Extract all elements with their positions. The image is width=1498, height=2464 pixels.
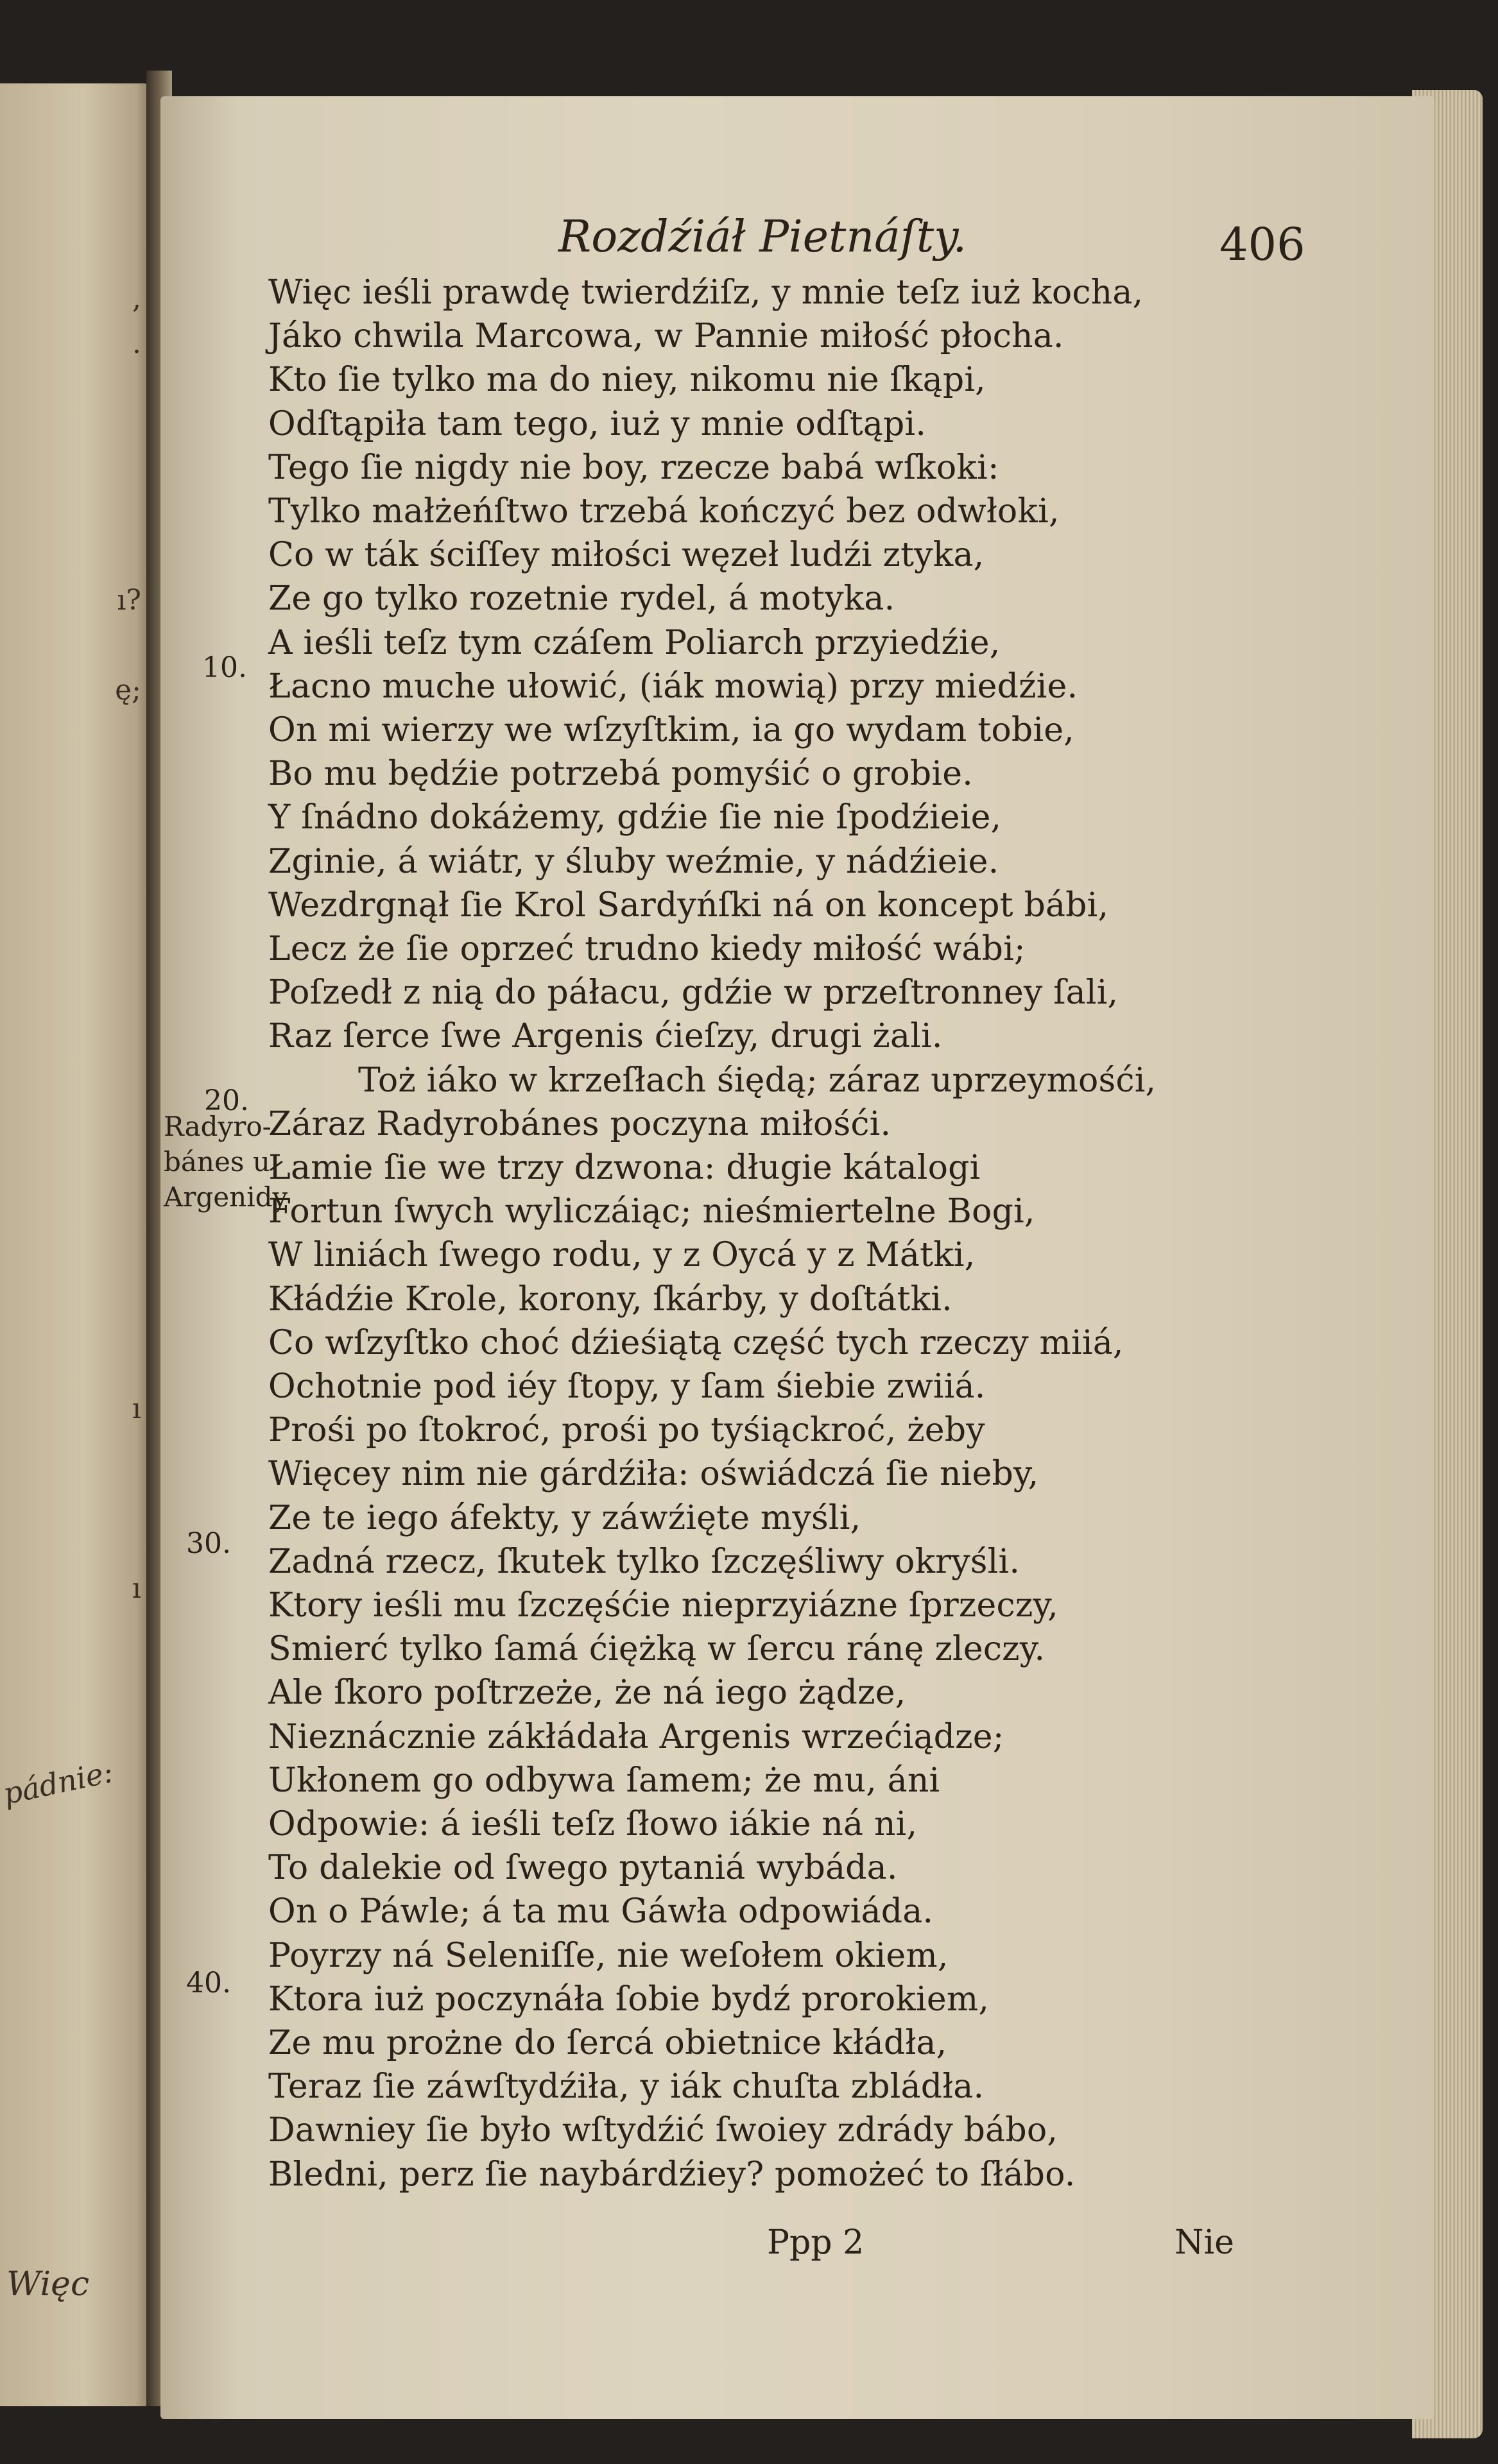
verse-line: Jáko chwila Marcowa, w Pannie miłość płocha.: [268, 317, 1064, 356]
verse-line: Ochotnie pod iéy ſtopy, y ſam śiebie zwiiá.: [268, 1367, 986, 1406]
verse-line: Kto ſie tylko ma do niey, nikomu nie ſkąpi,: [268, 361, 986, 400]
left-page-fragment: .: [132, 327, 141, 360]
verse-line: Nieznácznie zákłádała Argenis wrzećiądze;: [268, 1717, 1004, 1756]
verse-line: Prośi po ſtokroć, prośi po tyśiąckroć, żeby: [268, 1411, 985, 1450]
verse-line: Więc ieśli prawdę twierdźiſz, y mnie teſz iuż kocha,: [268, 273, 1144, 312]
verse-line: Co w ták ściſſey miłości węzeł ludźi ztyka,: [268, 536, 985, 575]
line-number: 20.: [204, 1084, 249, 1117]
verse-line: Odpowie: á ieśli teſz ſłowo iákie ná ni,: [268, 1805, 918, 1844]
verse-line: Ukłonem go odbywa ſamem; że mu, áni: [268, 1761, 940, 1800]
verse-line: Więcey nim nie gárdźiła: oświádczá ſie nieby,: [268, 1455, 1039, 1494]
verse-line: Ktora iuż poczynáła ſobie bydź prorokiem,: [268, 1980, 990, 2019]
verse-line: Tylko małżeńſtwo trzebá kończyć bez odwłoki,: [268, 492, 1060, 531]
verse-line: Záraz Radyrobánes poczyna miłośći.: [268, 1104, 891, 1143]
left-page-margin-word: pádnie:: [0, 1754, 116, 1811]
verse-line: Zginie, á wiátr, y śluby weźmie, y nádźieie.: [268, 842, 999, 881]
verse-line: Co wſzyſtko choć dźieśiątą część tych rzeczy miiá,: [268, 1323, 1124, 1362]
line-number: 40.: [186, 1967, 231, 1999]
left-page: [0, 83, 151, 2406]
side-note-line: Argenidy: [164, 1181, 288, 1213]
verse-line: Bo mu będźie potrzebá pomyśić o grobie.: [268, 755, 973, 794]
verse-line: Odſtąpiła tam tego, iuż y mnie odſtąpi.: [268, 404, 927, 443]
verse-line: To dalekie od ſwego pytaniá wybáda.: [268, 1849, 898, 1888]
left-page-fragment: ı: [132, 1572, 141, 1605]
verse-line: Ze go tylko rozetnie rydel, á motyka.: [268, 579, 895, 619]
verse-line: Smierć tylko ſamá ćiężką w ſercu ránę zleczy.: [268, 1630, 1046, 1669]
verse-line: Łacno muche ułowić, (iák mowią) przy miedźie.: [268, 667, 1078, 706]
left-page-fragment: ,: [132, 282, 141, 315]
verse-line: Lecz że ſie oprzeć trudno kiedy miłość wábi;: [268, 930, 1026, 968]
verse-line: On mi wierzy we wſzyſtkim, ia go wydam tobie,: [268, 711, 1074, 749]
side-note-line: Radyro-: [164, 1111, 271, 1142]
verse-line: Ale ſkoro poſtrzeże, że ná iego żądze,: [268, 1673, 906, 1713]
left-page-fragment: ę;: [115, 674, 141, 706]
left-page-catchword: Więc: [6, 2265, 90, 2304]
left-page-fragment: ı: [132, 1392, 141, 1425]
verse-line: A ieśli teſz tym czáſem Poliarch przyiedźie,: [268, 623, 1001, 662]
verse-line: Wezdrgnął ſie Krol Sardyńſki ná on koncept bábi,: [268, 886, 1109, 925]
page-number: 406: [1219, 218, 1305, 271]
verse-line: Bledni, perz ſie naybárdźiey? pomożeć to ſłábo.: [268, 2155, 1076, 2194]
verse-line: W liniách ſwego rodu, y z Oycá y z Mátki,: [268, 1236, 976, 1275]
verse-line: Tego ſie nigdy nie boy, rzecze babá wſkoki:: [268, 448, 999, 487]
verse-line: Toż iáko w krzeſłach śiędą; záraz uprzeymośći,: [358, 1061, 1157, 1100]
verse-line: Poyrzy ná Seleniſſe, nie weſołem okiem,: [268, 1936, 949, 1975]
line-number: 10.: [202, 651, 247, 684]
verse-line: Y ſnádno dokáżemy, gdźie ſie nie ſpodźieie,: [268, 798, 1002, 837]
verse-line: Teraz ſie záwſtydźiła, y iák chuſta zbládła.: [268, 2067, 985, 2107]
verse-line: Ze te iego áfekty, y záwźięte myśli,: [268, 1498, 861, 1537]
line-number: 30.: [186, 1527, 231, 1560]
running-head: Rozdźiáł Pietnáſty.: [558, 212, 967, 262]
verse-line: Ze mu prożne do ſercá obietnice kłádła,: [268, 2024, 947, 2062]
verse-line: Ktory ieśli mu ſzczęśćie nieprzyiázne ſprzeczy,: [268, 1586, 1058, 1625]
verse-line: Raz ſerce ſwe Argenis ćieſzy, drugi żali.: [268, 1017, 943, 1056]
left-page-fragment: ı?: [117, 584, 141, 617]
verse-line: On o Páwle; á ta mu Gáwła odpowiáda.: [268, 1892, 934, 1931]
verse-line: Zadná rzecz, ſkutek tylko ſzczęśliwy okryśli.: [268, 1542, 1020, 1581]
verse-line: Poſzedł z nią do páłacu, gdźie w przeſtronney ſali,: [268, 973, 1119, 1013]
side-note-line: bánes u: [164, 1146, 270, 1177]
verse-line: Fortun ſwych wyliczáiąc; nieśmiertelne Bogi,: [268, 1192, 1035, 1231]
signature-mark: Ppp 2: [767, 2223, 865, 2262]
verse-line: Kłádźie Krole, korony, ſkárby, y doſtátki.: [268, 1279, 952, 1319]
verse-line: Łamie ſie we trzy dzwona: długie kátalogi: [268, 1149, 981, 1187]
catchword: Nie: [1175, 2223, 1234, 2262]
verse-line: Dawniey ſie było wſtydźić ſwoiey zdrády bábo,: [268, 2111, 1058, 2150]
